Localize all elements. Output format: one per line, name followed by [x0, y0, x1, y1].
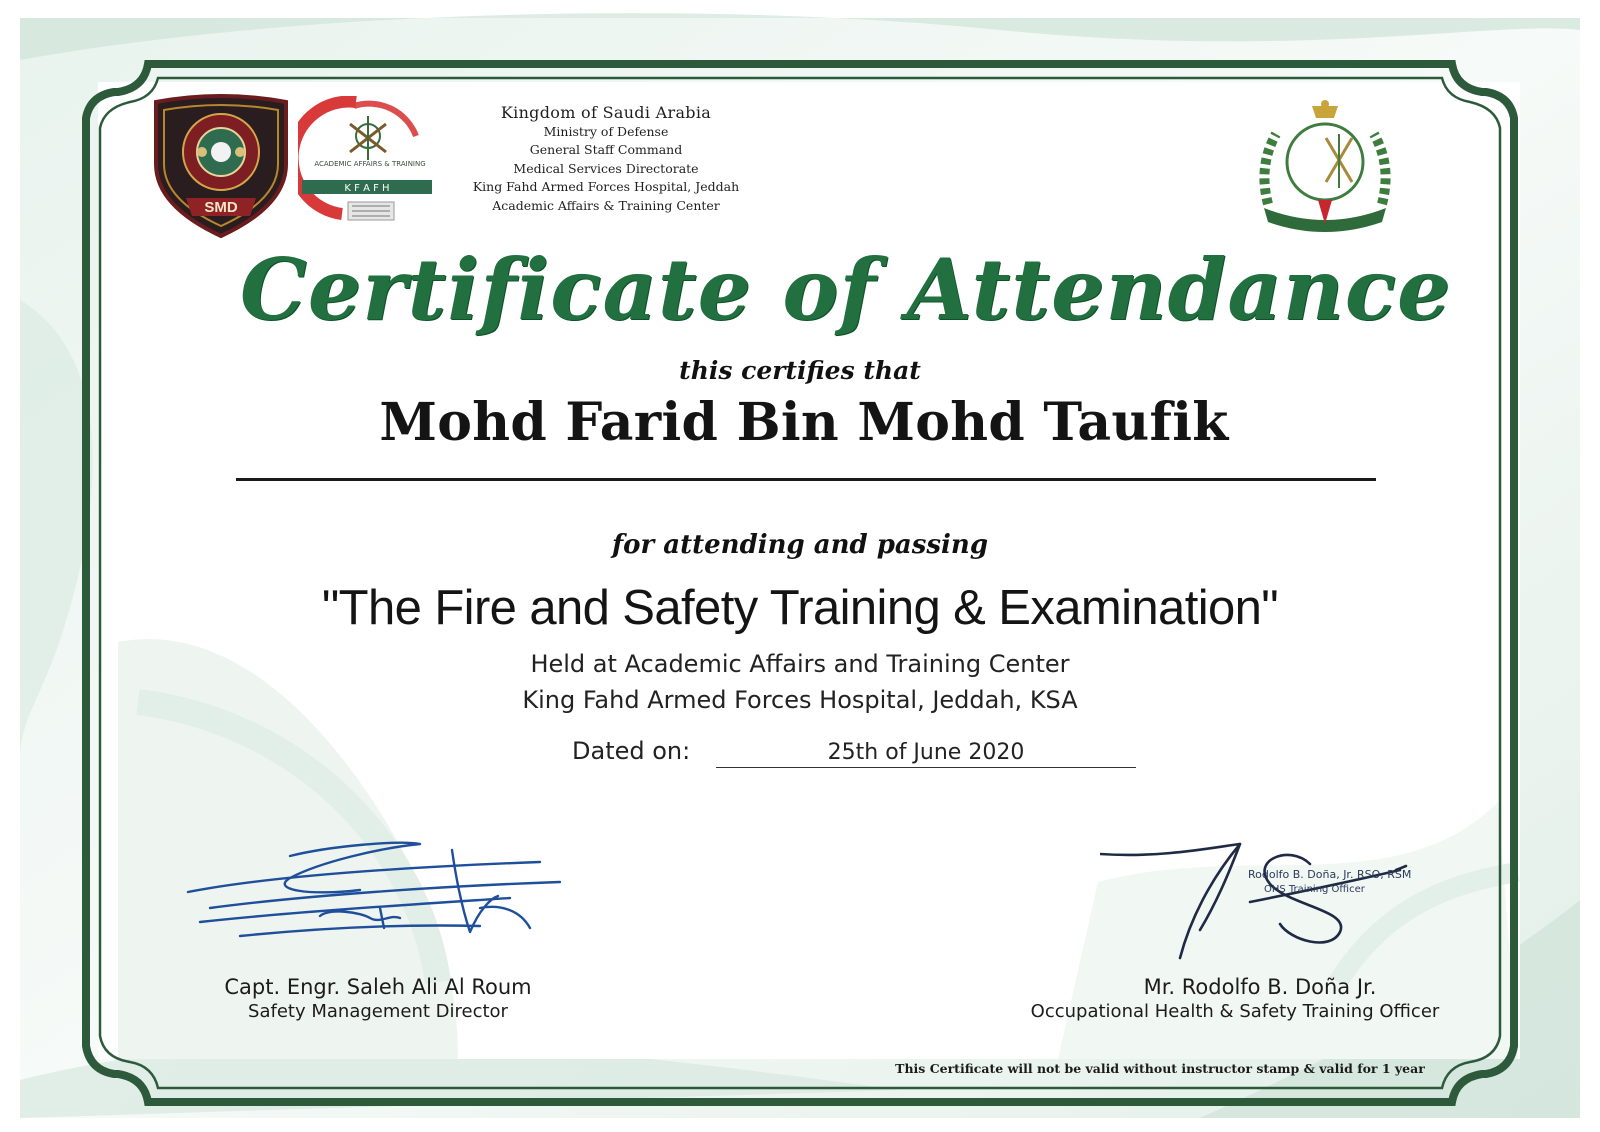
org-line: Academic Affairs & Training Center [492, 197, 720, 213]
smd-logo [150, 94, 292, 240]
kfafh-band-text: K F A F H [344, 183, 390, 194]
organization-heading [446, 104, 766, 215]
kfafh-logo [298, 96, 436, 226]
dated-label: Dated on: [572, 737, 691, 765]
signatory-right-name: Mr. Rodolfo B. Doña Jr. [1143, 975, 1377, 999]
stamp-role-line: OHS Training Officer [1264, 884, 1365, 895]
signatory-left-name: Capt. Engr. Saleh Ali Al Roum [224, 975, 532, 999]
org-line: King Fahd Armed Forces Hospital, Jeddah [472, 179, 740, 194]
stamp-name-line: Rodolfo B. Doña, Jr. RSO, RSM [1248, 868, 1412, 881]
dated-value: 25th of June 2020 [827, 740, 1025, 765]
date-underline [716, 767, 1136, 768]
signatory-right-title: Occupational Health & Safety Training Officer [1030, 1001, 1440, 1022]
signature-left [180, 838, 580, 968]
validity-note: This Certificate will not be valid without instructor stamp & valid for 1 year [895, 1061, 1425, 1076]
venue-line-2: King Fahd Armed Forces Hospital, Jeddah, KSA [522, 686, 1078, 714]
org-line: General Staff Command [529, 142, 683, 157]
org-line: Ministry of Defense [543, 123, 669, 139]
medical-services-emblem [1248, 96, 1402, 236]
org-line: Kingdom of Saudi Arabia [500, 103, 712, 122]
venue-line-1: Held at Academic Affairs and Training Center [530, 650, 1070, 678]
certificate-title: Certificate of Attendance [240, 240, 1452, 339]
passing-line: for attending and passing [611, 530, 989, 560]
org-line: Medical Services Directorate [513, 160, 699, 176]
signature-right [1100, 840, 1420, 960]
certifies-line: this certifies that [679, 356, 921, 385]
course-title: "The Fire and Safety Training & Examination" [321, 581, 1279, 635]
smd-badge-text: SMD [204, 199, 238, 216]
signatory-left-title: Safety Management Director [248, 1001, 508, 1022]
recipient-name: Mohd Farid Bin Mohd Taufik [379, 392, 1229, 453]
name-underline [236, 478, 1376, 481]
kfafh-arc-text: ACADEMIC AFFAIRS & TRAINING [314, 160, 426, 168]
